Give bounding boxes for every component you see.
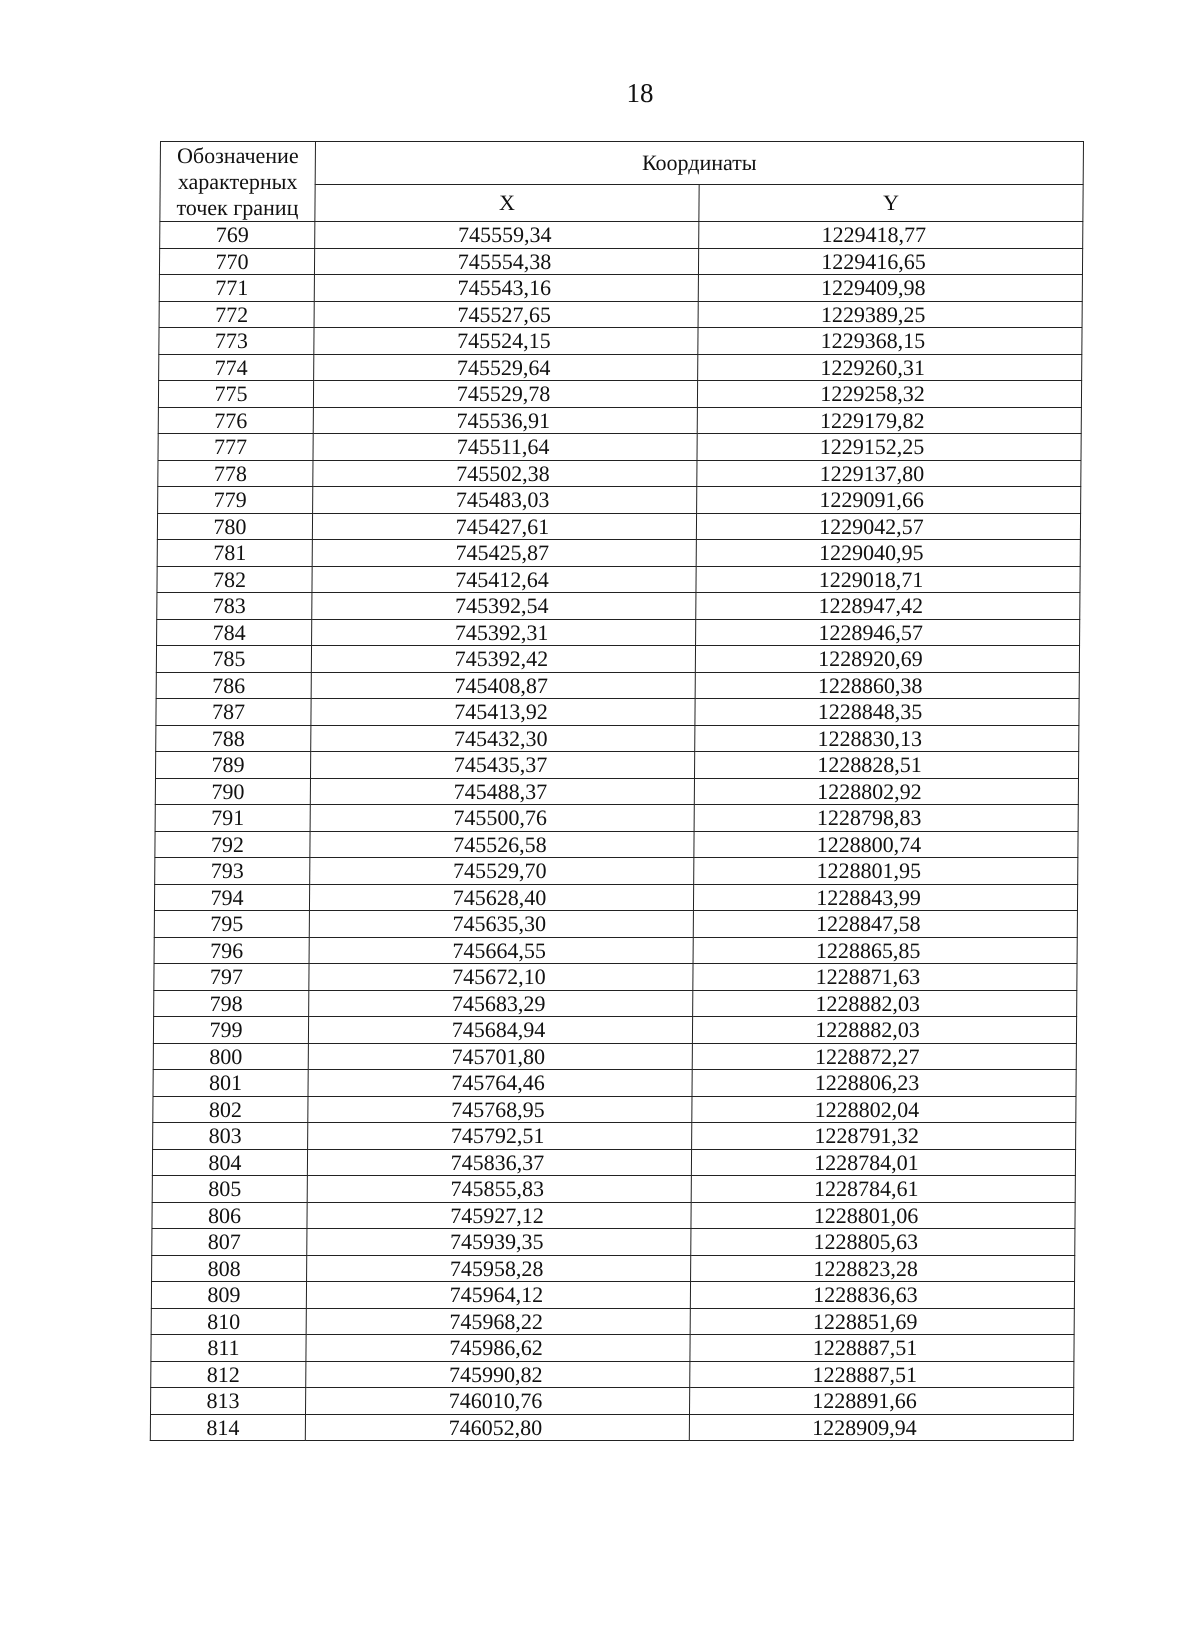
y-coordinate-cell: 1228830,13 [695,725,1079,752]
table-row [157,513,1080,540]
table-row [152,1202,1075,1229]
point-cell: 784 [157,619,312,646]
y-coordinate-cell: 1228798,83 [694,805,1078,832]
y-coordinate-cell: 1228887,51 [690,1361,1074,1388]
y-coordinate-cell: 1229368,15 [698,328,1082,355]
y-coordinate-cell: 1228920,69 [695,646,1079,673]
x-coordinate-cell: 745635,30 [309,911,693,938]
x-coordinate-cell: 745554,38 [314,248,698,275]
x-coordinate-cell: 745672,10 [309,964,693,991]
table-row [153,1043,1076,1070]
x-coordinate-cell: 745958,28 [307,1255,691,1282]
table-row [160,222,1083,249]
table-row [156,646,1079,673]
x-coordinate-cell: 745529,64 [314,354,698,381]
point-cell: 781 [157,540,312,567]
point-cell: 780 [157,513,312,540]
y-coordinate-cell: 1228784,61 [691,1176,1075,1203]
y-coordinate-cell: 1229416,65 [698,248,1082,275]
y-coordinate-cell: 1228848,35 [695,699,1079,726]
y-coordinate-cell: 1228872,27 [692,1043,1076,1070]
x-coordinate-cell: 745488,37 [310,778,694,805]
y-coordinate-cell: 1228791,32 [692,1123,1076,1150]
x-coordinate-cell: 745543,16 [314,275,698,302]
table-row [154,884,1077,911]
table-row [151,1282,1074,1309]
point-cell: 779 [158,487,313,514]
x-coordinate-cell: 745664,55 [309,937,693,964]
x-coordinate-cell: 745524,15 [314,328,698,355]
x-coordinate-cell: 745527,65 [314,301,698,328]
x-coordinate-cell: 745502,38 [313,460,697,487]
point-cell: 776 [158,407,313,434]
header-x: X [315,185,699,222]
point-cell: 793 [155,858,310,885]
table-row [158,460,1081,487]
point-cell: 809 [151,1282,306,1309]
y-coordinate-cell: 1229152,25 [697,434,1081,461]
y-coordinate-cell: 1228871,63 [693,964,1077,991]
table-row [158,487,1081,514]
table-row [151,1308,1074,1335]
table-row [153,1123,1076,1150]
y-coordinate-cell: 1229042,57 [696,513,1080,540]
x-coordinate-cell: 745628,40 [309,884,693,911]
table-row [153,1017,1076,1044]
point-cell: 813 [151,1388,306,1415]
x-coordinate-cell: 745536,91 [313,407,697,434]
x-coordinate-cell: 745529,78 [313,381,697,408]
table-row [153,1070,1076,1097]
table-row [156,725,1079,752]
point-cell: 797 [154,964,309,991]
table-row [155,858,1078,885]
point-cell: 785 [156,646,311,673]
x-coordinate-cell: 745392,54 [312,593,696,620]
y-coordinate-cell: 1228802,92 [694,778,1078,805]
table-row [156,699,1079,726]
coordinates-table [150,141,1084,1441]
point-cell: 810 [151,1308,306,1335]
y-coordinate-cell: 1228801,06 [691,1202,1075,1229]
table-row [152,1229,1075,1256]
y-coordinate-cell: 1229179,82 [697,407,1081,434]
y-coordinate-cell: 1229389,25 [698,301,1082,328]
table-row [151,1335,1074,1362]
y-coordinate-cell: 1228805,63 [691,1229,1075,1256]
point-cell: 771 [159,275,314,302]
y-coordinate-cell: 1228843,99 [693,884,1077,911]
table-row [155,778,1078,805]
y-coordinate-cell: 1228860,38 [695,672,1079,699]
x-coordinate-cell: 745435,37 [310,752,694,779]
x-coordinate-cell: 745500,76 [310,805,694,832]
x-coordinate-cell: 745425,87 [312,540,696,567]
header-point-label: Обозначение характерных точек границ [160,142,316,222]
point-cell: 790 [155,778,310,805]
y-coordinate-cell: 1228823,28 [691,1255,1075,1282]
point-cell: 787 [156,699,311,726]
y-coordinate-cell: 1229258,32 [697,381,1081,408]
y-coordinate-cell: 1228909,94 [689,1414,1073,1441]
point-cell: 792 [155,831,310,858]
x-coordinate-cell: 745986,62 [306,1335,690,1362]
x-coordinate-cell: 745432,30 [311,725,695,752]
point-cell: 802 [153,1096,308,1123]
y-coordinate-cell: 1228847,58 [693,911,1077,938]
table-row [159,301,1082,328]
point-cell: 774 [159,354,314,381]
point-cell: 772 [159,301,314,328]
header-y: Y [699,185,1083,222]
y-coordinate-cell: 1228882,03 [692,1017,1076,1044]
point-cell: 769 [160,222,315,249]
x-coordinate-cell: 745483,03 [313,487,697,514]
point-cell: 794 [154,884,309,911]
x-coordinate-cell: 745768,95 [308,1096,692,1123]
table-row [159,275,1082,302]
point-cell: 775 [158,381,313,408]
x-coordinate-cell: 745764,46 [308,1070,692,1097]
x-coordinate-cell: 745792,51 [308,1123,692,1150]
x-coordinate-cell: 745964,12 [306,1282,690,1309]
x-coordinate-cell: 745683,29 [309,990,693,1017]
y-coordinate-cell: 1228801,95 [694,858,1078,885]
table-row [154,964,1077,991]
page-number: 18 [626,78,654,108]
table-row [158,381,1081,408]
table-body [150,222,1083,1441]
table-row [159,354,1082,381]
x-coordinate-cell: 745990,82 [306,1361,690,1388]
y-coordinate-cell: 1228851,69 [690,1308,1074,1335]
point-cell: 778 [158,460,313,487]
table-row [159,248,1082,275]
table-row [153,1096,1076,1123]
y-coordinate-cell: 1229409,98 [698,275,1082,302]
table-row [155,752,1078,779]
point-cell: 773 [159,328,314,355]
x-coordinate-cell: 745927,12 [307,1202,691,1229]
y-coordinate-cell: 1228865,85 [693,937,1077,964]
point-cell: 799 [153,1017,308,1044]
x-coordinate-cell: 745408,87 [311,672,695,699]
table-row [152,1176,1075,1203]
table-row [154,937,1077,964]
table-row [155,831,1078,858]
y-coordinate-cell: 1228802,04 [692,1096,1076,1123]
y-coordinate-cell: 1228947,42 [696,593,1080,620]
y-coordinate-cell: 1228784,01 [691,1149,1075,1176]
point-cell: 805 [152,1176,307,1203]
point-cell: 795 [154,911,309,938]
y-coordinate-cell: 1228836,63 [690,1282,1074,1309]
table-row [151,1388,1074,1415]
point-cell: 783 [157,593,312,620]
point-cell: 770 [159,248,314,275]
point-cell: 798 [154,990,309,1017]
table-row [157,540,1080,567]
point-cell: 800 [153,1043,308,1070]
table-row [155,805,1078,832]
x-coordinate-cell: 745412,64 [312,566,696,593]
x-coordinate-cell: 745511,64 [313,434,697,461]
y-coordinate-cell: 1229137,80 [697,460,1081,487]
table-row [152,1255,1075,1282]
x-coordinate-cell: 745836,37 [307,1149,691,1176]
y-coordinate-cell: 1228882,03 [693,990,1077,1017]
table-row [152,1149,1075,1176]
x-coordinate-cell: 745392,42 [311,646,695,673]
x-coordinate-cell: 745939,35 [307,1229,691,1256]
x-coordinate-cell: 745526,58 [310,831,694,858]
x-coordinate-cell: 745392,31 [312,619,696,646]
x-coordinate-cell: 745413,92 [311,699,695,726]
table-row [157,593,1080,620]
point-cell: 801 [153,1070,308,1097]
point-cell: 804 [152,1149,307,1176]
table-row [158,407,1081,434]
header-coordinates: Координаты [315,142,1083,185]
table-header [160,142,1084,222]
y-coordinate-cell: 1229091,66 [697,487,1081,514]
table-row [150,1414,1073,1441]
y-coordinate-cell: 1228800,74 [694,831,1078,858]
point-cell: 791 [155,805,310,832]
table-row [151,1361,1074,1388]
point-cell: 808 [152,1255,307,1282]
table-row [156,672,1079,699]
point-cell: 811 [151,1335,306,1362]
point-cell: 777 [158,434,313,461]
x-coordinate-cell: 746052,80 [305,1414,689,1441]
point-cell: 812 [151,1361,306,1388]
x-coordinate-cell: 745684,94 [308,1017,692,1044]
y-coordinate-cell: 1228891,66 [690,1388,1074,1415]
x-coordinate-cell: 745529,70 [310,858,694,885]
x-coordinate-cell: 745559,34 [315,222,699,249]
y-coordinate-cell: 1229018,71 [696,566,1080,593]
table-row [159,328,1082,355]
point-cell: 796 [154,937,309,964]
point-cell: 814 [150,1414,305,1441]
x-coordinate-cell: 745855,83 [307,1176,691,1203]
point-cell: 806 [152,1202,307,1229]
y-coordinate-cell: 1229040,95 [696,540,1080,567]
point-cell: 782 [157,566,312,593]
point-cell: 807 [152,1229,307,1256]
x-coordinate-cell: 745968,22 [306,1308,690,1335]
table-row [157,566,1080,593]
table-row [154,990,1077,1017]
y-coordinate-cell: 1228806,23 [692,1070,1076,1097]
y-coordinate-cell: 1229418,77 [699,222,1083,249]
y-coordinate-cell: 1229260,31 [698,354,1082,381]
y-coordinate-cell: 1228946,57 [696,619,1080,646]
y-coordinate-cell: 1228887,51 [690,1335,1074,1362]
point-cell: 803 [153,1123,308,1150]
x-coordinate-cell: 746010,76 [306,1388,690,1415]
x-coordinate-cell: 745427,61 [312,513,696,540]
table-row [154,911,1077,938]
y-coordinate-cell: 1228828,51 [694,752,1078,779]
point-cell: 786 [156,672,311,699]
point-cell: 789 [155,752,310,779]
x-coordinate-cell: 745701,80 [308,1043,692,1070]
point-cell: 788 [156,725,311,752]
table-row [157,619,1080,646]
table-row [158,434,1081,461]
